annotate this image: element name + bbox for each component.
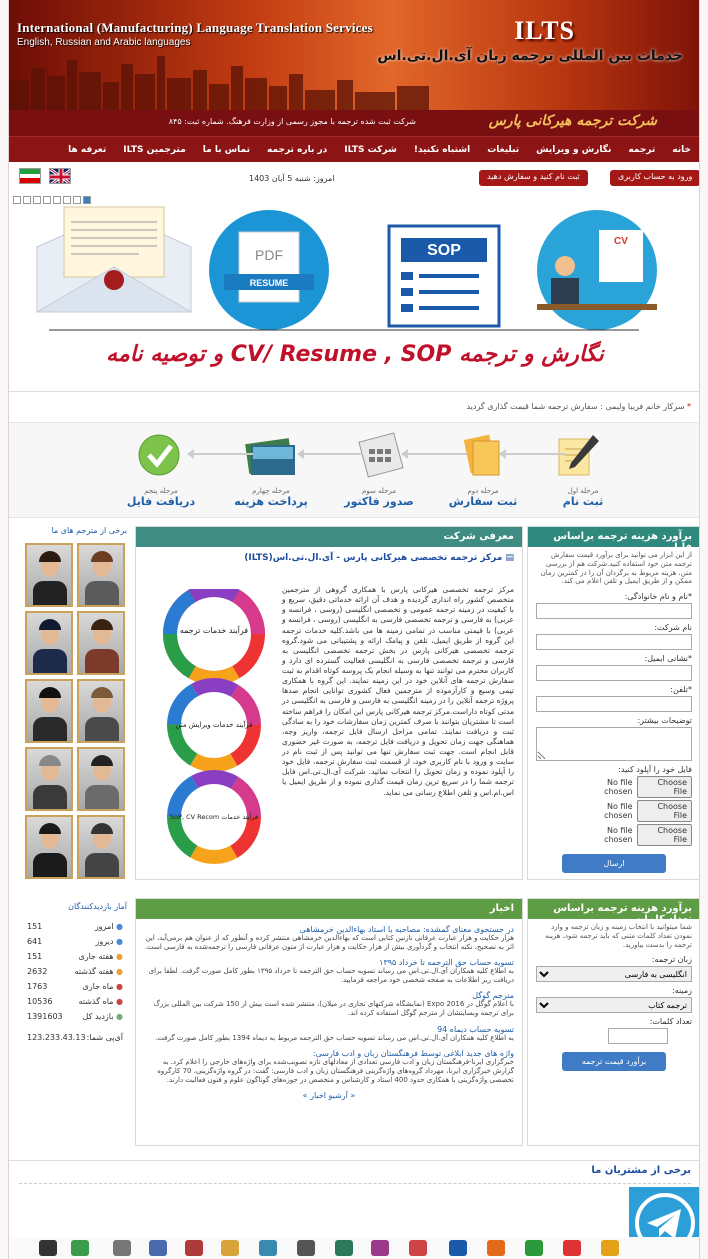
phone-input[interactable]: [536, 696, 692, 712]
stat-value: 151: [27, 922, 43, 931]
users-icon: ●: [116, 952, 123, 961]
translation-cycle-diagram: [170, 590, 258, 678]
file-quote-title: برآورد هزینه ترجمه براساس فایل: [528, 527, 700, 547]
news-item-title[interactable]: تسویه حساب حق الترجمه تا خرداد ۱۳۹۵: [379, 958, 514, 968]
company-intro-box: [135, 526, 523, 880]
news-item-body: هزار حکایت و هزار عبارت عرفانی نازنین کتابی است که بهاءالدین خرمشاهی منتشر کرده و آنطور که از عنوان هم برمی‌آید، این اثر به تصحیح، نکته انتخاب و گردآوری بیش از هزار حکایت و هزار عبارت از متون عرفانی فارسی را ترجمه‌شده به فارسی است.: [144, 934, 514, 952]
notes-textarea[interactable]: [536, 727, 692, 761]
translator-photo[interactable]: [77, 815, 125, 879]
customer-logo-icon[interactable]: [487, 1240, 505, 1256]
header-title-fa: خدمات بین المللی ترجمه زبان آی.ال.تی.اس: [377, 48, 683, 64]
word-quote-submit-button[interactable]: برآورد قیمت ترجمه: [562, 1052, 666, 1071]
news-item: [144, 958, 514, 985]
step-5[interactable]: [121, 487, 201, 508]
hero-slider: [9, 192, 700, 392]
header-subtitle-en: English, Russian and Arabic languages: [17, 37, 191, 48]
translator-photo[interactable]: [77, 543, 125, 607]
news-item-body: به اطلاع کلیه همکاران آی.ال.تی.اس می رساند تسویه حساب حق الترجمه مربوط به دیماه 1394 بطور کامل صورت گرفت.: [155, 1033, 514, 1042]
translator-photo[interactable]: [25, 543, 73, 607]
translators-title: برخی از مترجم های ما: [51, 526, 127, 535]
slider-illustration: [9, 202, 700, 332]
svg-text:RESUME: RESUME: [249, 278, 289, 288]
user-icon: ●: [116, 922, 123, 931]
customer-logo-icon[interactable]: [39, 1240, 57, 1256]
stat-value: 1763: [27, 982, 48, 991]
file-input-1[interactable]: [536, 776, 692, 798]
word-count-input[interactable]: [608, 1028, 668, 1044]
visitor-stats: [19, 915, 131, 1049]
step-1-number: مرحله اول: [567, 487, 599, 495]
news-item-body: به اطلاع کلیه همکاران آی.ال.تی.اس می رساند تسویه حساب حق الترجمه تا خرداد ۱۳۹۵ بطور کامل صورت گرفت. لطفا برای دریافت ریز اطلاعات به صفحه شخصی خود مراجعه فرمایید.: [148, 967, 514, 985]
translators-box: [19, 522, 131, 884]
invoice-calculator-icon: [357, 431, 405, 479]
calendar-icon: ●: [116, 982, 123, 991]
document-icon: ▤: [505, 553, 514, 563]
main-nav: [9, 136, 700, 162]
stat-label: ● هفته گذشته: [74, 967, 123, 976]
svg-text:فرآیند خدمات ترجمه: فرآیند خدمات ترجمه: [179, 626, 249, 635]
company-intro-heading: [136, 547, 522, 567]
news-item-title[interactable]: تسویه حساب دیماه 94: [437, 1024, 514, 1034]
editing-cycle-diagram: [174, 685, 254, 765]
envelope-icon: [37, 207, 191, 312]
svg-text:SOP: SOP: [427, 242, 461, 259]
customer-logo-icon[interactable]: [221, 1240, 239, 1256]
choose-file-button[interactable]: Choose File: [637, 800, 692, 822]
step-arrow: [303, 453, 363, 455]
translator-photo[interactable]: [77, 679, 125, 743]
customer-logo-icon[interactable]: [185, 1240, 203, 1256]
stat-row: [27, 1009, 123, 1024]
news-title: اخبار: [136, 899, 522, 919]
customer-logo-icon[interactable]: [371, 1240, 389, 1256]
translator-photo[interactable]: [25, 679, 73, 743]
nav-item-about-translation[interactable]: در باره ترجمه: [266, 144, 328, 155]
calendar-icon: ●: [116, 997, 123, 1006]
svg-text:PDF: PDF: [255, 247, 283, 263]
stat-value: 641: [27, 937, 43, 946]
nav-item-writing[interactable]: نگارش و ویرایش: [536, 144, 612, 155]
nav-item-translation[interactable]: ترجمه: [628, 144, 656, 155]
login-button[interactable]: ورود به حساب کاربری: [610, 170, 700, 186]
phone-label: *تلفن:: [670, 685, 692, 694]
today-date: امروز: شنبه 5 آبان 1403: [249, 174, 335, 183]
news-list: [136, 919, 522, 1106]
step-arrow: [193, 453, 253, 455]
signup-pen-icon: [553, 431, 601, 479]
announcement-text[interactable]: سرکار خانم فریبا ولیمی : سفارش ترجمه شما قیمت گذاری گردید: [466, 402, 685, 411]
iran-flag-icon[interactable]: [19, 168, 41, 184]
nav-item-home[interactable]: خانه: [672, 144, 691, 155]
user-toolbar: [9, 166, 700, 190]
stat-row: [27, 949, 123, 964]
step-2-number: مرحله دوم: [467, 487, 499, 495]
file-input-2[interactable]: [536, 800, 692, 822]
translator-photo[interactable]: [77, 611, 125, 675]
translator-photo[interactable]: [25, 747, 73, 811]
news-item: [144, 1025, 514, 1043]
translator-photos: [19, 539, 131, 883]
customer-logo-icon[interactable]: [71, 1240, 89, 1256]
stat-label: ● امروز: [94, 922, 123, 931]
announcement: [9, 396, 700, 418]
customer-logo-icon[interactable]: [297, 1240, 315, 1256]
service-cycle-diagrams: [144, 589, 284, 869]
svg-text:CV: CV: [614, 236, 628, 247]
customer-logo-icon[interactable]: [409, 1240, 427, 1256]
step-arrow: [505, 453, 565, 455]
stat-value: 151: [27, 952, 43, 961]
news-item-body: با اعلام گوگل در Expo 2016 (نمایشگاه شرکتهای تجاری در میلان)، منتشر شده است بیش از 150 شرکت بین المللی بزرگ برای ترجمه وبسایتشان از مترجم گوگل استفاده کرده اند.: [153, 1000, 514, 1018]
company-label: نام شرکت:: [654, 623, 692, 632]
name-label: *نام و نام خانوادگی:: [624, 592, 692, 601]
header-title-en: International (Manufacturing) Language Translation Services: [17, 20, 373, 35]
customers-title: برخی از مشتریان ما: [591, 1165, 691, 1176]
customer-logo-icon[interactable]: [525, 1240, 543, 1256]
stat-label: ● بازدید کل: [82, 1012, 123, 1021]
news-item-title[interactable]: در جستجوی معنای گمشده: مصاحبه با استاد بهاءالدین خرمشاهی: [299, 925, 514, 934]
email-input[interactable]: [536, 665, 692, 681]
name-input[interactable]: [536, 603, 692, 619]
stat-value: 2632: [27, 967, 48, 976]
language-select[interactable]: [536, 966, 692, 982]
step-4[interactable]: [231, 487, 311, 508]
file-input-3[interactable]: [536, 824, 692, 846]
step-3-number: مرحله سوم: [361, 487, 397, 495]
stat-row: [27, 979, 123, 994]
customer-logo-icon[interactable]: [449, 1240, 467, 1256]
svg-text:فرآیند خدمات ویرایش متن: فرآیند خدمات ویرایش متن: [175, 721, 253, 729]
customer-logo-icon[interactable]: [335, 1240, 353, 1256]
company-intro-text: مرکز ترجمه تخصصی هیرکانی پارس با همکاری گروهی از مترجمین متخصص کشور راه اندازی گردیده و هدف آن ارائه خدماتی دقیق، سریع و با کیفیت در زمینه ترجمه عمومی و تخصصی انگلیسی (روسی ، فرانسه و عربی) به فارسی و ترجمه تخصصی فارسی به انگلیسی (روسی ، فرانسه و عربی) با قیمتی مناسب در تمامی زمینه ها می باشد.کلیه خدمات ترجمه این گروه از طریق ایمیل، تلفن و پیامک ارائه و پشتیبانی می شود.گروه ترجمه تخصصی هیرکانی پارس در بخش ترجمه تخصصی انگلیسی به فارسی و ترجمه تخصصی فارسی به انگلیسی فعالیت گسترده ای دارد و کاربران محترم می توانند تنها به وسیله انجام یک پروسه کوتاه اقدام به ثبت سفارش ترجمه های آنلاین خود در این زمینه نمایند. این گروه با همکاری تیمی وسیع و کارآزموده از مترجمین فعال کشوری توانایی انجام صدها پروژه ترجمه آنلاین را در زمینه انگلیسی به فارسی و فارسی به انگلیسی در مدتی کوتاه داراست.مرکز ترجمه هیرکانی پارس این امکان را فراهم ساخته است تا مشتریان بتوانند با صرف کمترین زمان سفارشات خود را به سادگی ثبت و دریافت نمایند. تمامی مراحل ارسال فایل ترجمه، واریز وجه، هماهنگی جهت زمان تحویل و دریافت فایل ترجمه، به صورت غیر حضوری قابل انجام است. جهت ثبت سفارش تنها می توانید پس از ثبت نام در سایت و ورود با نام کاربری خود، از قسمت ثبت سفارش ترجمه، فایل خود را آپلود نموده و زمان تحویل را انتخاب نمائید. شرکت آی.ال.تی.اس فایل ترجمه شما را در سریع ترین زمان قیمت گذاری نموده و از طریق ایمیل یا اس.ام.اس و تلفن اطلاع رسانی می نماید.: [282, 585, 514, 797]
translator-photo[interactable]: [25, 815, 73, 879]
city-skyline-image: [9, 50, 429, 110]
customer-logo-icon[interactable]: [149, 1240, 167, 1256]
file-quote-intro: از این ابزار می توانید برای برآورد قیمت سفارش ترجمه متن خود استفاده کنید.شرکت هم از بررسی متن، هزینه مربوط به برگردان آن را در کمترین زمان ممکن و از طریق ایمیل و تلفن اعلام می کند.: [540, 551, 692, 586]
news-item-title[interactable]: واژه های جدید ابلاغی توسط فرهنگستان زبان و ادب فارسی:: [312, 1048, 514, 1058]
step-1-label: ثبت نام: [562, 495, 604, 508]
file-upload-label: فایل خود را آپلود کنید:: [618, 765, 692, 774]
choose-file-button[interactable]: Choose File: [637, 776, 692, 798]
register-button[interactable]: ثبت نام کنید و سفارش دهید: [479, 170, 588, 186]
visitor-stats-title: آمار بازدیدکنندگان: [68, 902, 127, 911]
stat-row: [27, 934, 123, 949]
pdf-resume-icon: [209, 210, 329, 330]
step-arrow: [407, 453, 467, 455]
svg-text:فرآیند خدمات SoP, CV Recom: فرآیند خدمات SoP, CV Recom: [169, 813, 259, 821]
notes-label: توضیحات بیشتر:: [637, 716, 692, 725]
customer-logo-icon[interactable]: [601, 1240, 619, 1256]
customer-logo-icon[interactable]: [563, 1240, 581, 1256]
step-5-label: دریافت فایل: [126, 495, 196, 508]
step-1[interactable]: [543, 487, 623, 508]
stat-label: ● ماه گذشته: [78, 997, 123, 1006]
header-banner: [9, 0, 700, 110]
customer-logos: [9, 1237, 700, 1259]
word-quote-title: برآورد هزینه ترجمه براساس تعداد کلمات: [528, 899, 700, 919]
registration-text: شرکت ثبت شده ترجمه با مجوز رسمی از وزارت فرهنگ. شماره ثبت: ۸۴۵: [168, 117, 416, 126]
ilts-logo[interactable]: ILTS: [514, 16, 575, 45]
word-quote-box: [527, 898, 700, 1146]
customers-section: [9, 1160, 700, 1259]
customer-logo-icon[interactable]: [113, 1240, 131, 1256]
no-file-text: No file chosen: [604, 802, 633, 820]
news-item-body: خبرگزاری ایرنا-فرهنگستان زبان و ادب فارسی تعدادی از معادلهای تازه تصویب‌شده برای واژه‌های خارجی را اعلام کرد. به گزارش خبرگزاری ایرنا، مهرداد گروه‌های واژه‌گزینی فرهنگستان زبان و ادب فارسی: گفت: در گروه واژه‌گزینی، 70 کارگروه تخصصی واژه‌گزینی با همکاری حدود 400 استاد و کارشناس و متخصص در حوزه‌های گوناگون علوم و فنون فعالیت دارند.: [157, 1057, 514, 1084]
ip-row: [27, 1030, 123, 1045]
sop-cv-cycle-diagram: [170, 777, 258, 857]
news-item: [144, 1049, 514, 1085]
payment-wallet-icon: [243, 431, 299, 479]
step-3-label: صدور فاکتور: [344, 495, 414, 508]
step-2-label: ثبت سفارش: [448, 495, 518, 508]
sop-document-icon: [389, 226, 499, 326]
step-4-number: مرحله چهارم: [252, 487, 290, 495]
uk-flag-icon[interactable]: [49, 168, 71, 184]
star-icon: *: [687, 402, 691, 411]
choose-file-button[interactable]: Choose File: [637, 824, 692, 846]
word-quote-form: [528, 919, 700, 1075]
stat-row: [27, 919, 123, 934]
stat-row: [27, 994, 123, 1009]
company-input[interactable]: [536, 634, 692, 650]
file-quote-box: [527, 526, 700, 880]
users-icon: ●: [116, 967, 123, 976]
stat-label: ● دیروز: [95, 937, 123, 946]
nav-item-mistakes[interactable]: اشتباه نکنید!: [413, 144, 471, 155]
news-item: [144, 925, 514, 952]
stat-value: 1391603: [27, 1012, 63, 1021]
news-archive-link[interactable]: « آرشیو اخبار »: [302, 1090, 356, 1100]
language-label: زبان ترجمه:: [651, 955, 692, 965]
company-name: شرکت ترجمه هیرکانی پارس: [488, 113, 657, 129]
page-frame: [8, 0, 700, 1259]
field-select[interactable]: [536, 997, 692, 1013]
nav-item-company[interactable]: شرکت ILTS: [344, 144, 397, 155]
no-file-text: No file chosen: [604, 826, 633, 844]
visitor-stats-box: [19, 898, 131, 1078]
company-intro-title: معرفی شرکت: [136, 527, 522, 547]
word-quote-intro: شما میتوانید با انتخاب زمینه و زبان ترجمه و وارد نمودن تعداد کلمات متنی که باید ترجمه شود، هزینه ترجمه را بدست بیاورید.: [545, 923, 692, 949]
translator-photo[interactable]: [77, 747, 125, 811]
company-bar: [9, 110, 700, 136]
email-label: *نشانی ایمیل:: [644, 654, 692, 663]
checkmark-icon: [137, 433, 185, 481]
customer-logo-icon[interactable]: [259, 1240, 277, 1256]
step-4-label: پرداخت هزینه: [234, 495, 308, 508]
stat-label: ● هفته جاری: [78, 952, 123, 961]
step-5-number: مرحله پنجم: [144, 487, 178, 495]
ip-label: آی‌پی شما:: [86, 1033, 123, 1042]
news-item-title[interactable]: مترجم گوگل: [472, 991, 514, 1001]
customers-divider: [19, 1183, 691, 1184]
no-file-text: No file chosen: [604, 778, 633, 796]
nav-item-ads[interactable]: تبلیغات: [487, 144, 520, 155]
slider-slogan: نگارش و ترجمه CV/ Resume , SOP و توصیه نامه: [106, 342, 604, 367]
file-quote-form: [528, 547, 700, 877]
translator-photo[interactable]: [25, 611, 73, 675]
user-icon: ●: [116, 937, 123, 946]
step-2[interactable]: [443, 487, 523, 508]
order-steps: [9, 422, 700, 518]
stat-row: [27, 964, 123, 979]
nav-item-contact[interactable]: تماس با ما: [202, 144, 250, 155]
file-quote-submit-button[interactable]: ارسال: [562, 854, 666, 873]
field-label: زمینه:: [672, 986, 692, 996]
news-box: [135, 898, 523, 1146]
ip-value: 123.233.43.13: [27, 1033, 86, 1042]
stat-value: 10536: [27, 997, 53, 1006]
cv-interview-icon: [537, 210, 657, 330]
chart-icon: ●: [116, 1012, 123, 1021]
word-count-label: تعداد کلمات:: [649, 1017, 692, 1027]
company-intro-heading-text: مرکز ترجمه تخصصی هیرکانی پارس - آی.ال.تی.اس(ILTS): [244, 553, 503, 563]
step-3[interactable]: [339, 487, 419, 508]
nav-item-tariffs[interactable]: تعرفه ها: [68, 144, 107, 155]
stat-label: ● ماه جاری: [82, 982, 123, 991]
company-intro-body: [282, 585, 514, 798]
nav-item-translators[interactable]: مترجمین ILTS: [123, 144, 186, 155]
news-item: [144, 991, 514, 1018]
